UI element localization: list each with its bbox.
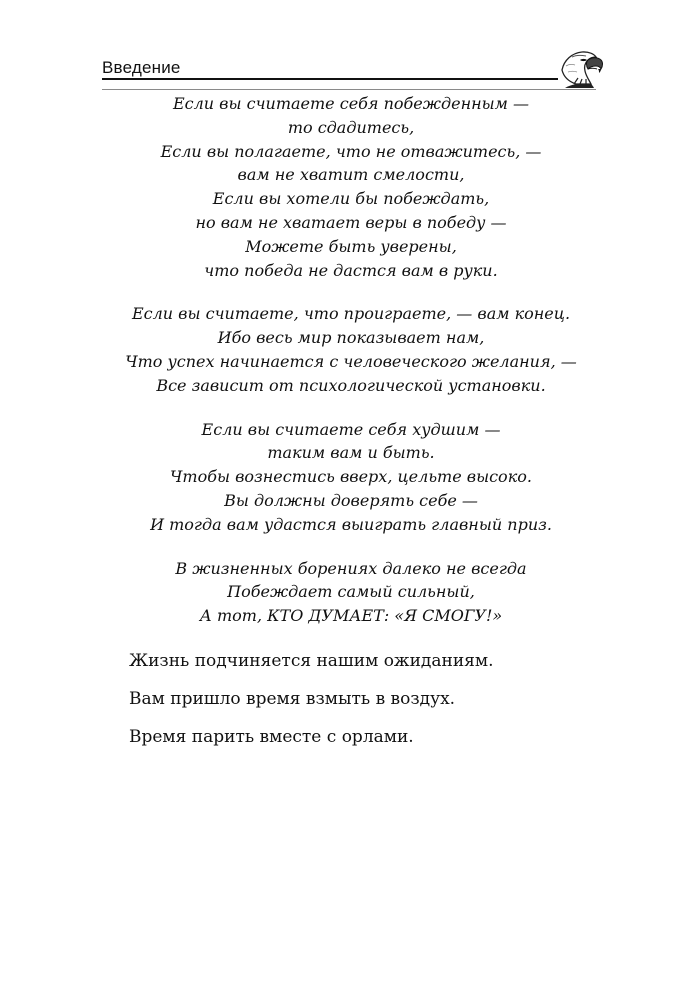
section-title: Введение [102, 58, 181, 77]
poem-line: В жизненных борениях далеко не всегда [175, 558, 527, 578]
poem-line: Если вы считаете, что проиграете, — вам конец. [131, 304, 571, 324]
poem-line: И тогда вам удастся выиграть главный приз. [150, 514, 552, 534]
poem-line: Если вы считаете себя худшим — [201, 419, 501, 439]
poem-line: но вам не хватает веры в победу — [195, 212, 507, 232]
poem-stanza-2 [102, 302, 600, 397]
poem-line: А тот, КТО ДУМАЕТ: «Я СМОГУ!» [199, 606, 503, 626]
closing-line: Вам пришло время взмыть в воздух. [129, 689, 456, 709]
poem-line: вам не хватит смелости, [237, 165, 465, 185]
closing-line: Жизнь подчиняется нашим ожиданиям. [129, 651, 494, 671]
closing-line: Время парить вместе с орлами. [129, 727, 414, 747]
header-rule-thick [102, 78, 558, 80]
poem-stanza-3 [102, 418, 600, 537]
poem-line: Если вы считаете себя побежденным — [172, 94, 530, 113]
closing-paragraphs [129, 650, 599, 764]
poem-line: таким вам и быть. [267, 443, 435, 463]
poem-stanza-4 [102, 557, 600, 628]
poem-line: Побеждает самый сильный, [227, 582, 475, 602]
poem-stanza-1 [102, 92, 600, 282]
poem-line: Вы должны доверять себе — [224, 490, 478, 510]
poem-line: Ибо весь мир показывает нам, [217, 328, 485, 348]
header-rule-thin [102, 89, 596, 90]
poem-line: Если вы полагаете, что не отважитесь, — [160, 141, 542, 161]
eagle-head-icon [558, 48, 604, 88]
poem [102, 92, 600, 648]
poem-line: Можете быть уверены, [245, 236, 457, 256]
poem-line: что победа не дастся вам в руки. [204, 260, 498, 280]
poem-line: то сдадитесь, [287, 117, 415, 137]
poem-line: Что успех начинается с человеческого желания, — [125, 351, 577, 371]
poem-line: Чтобы вознестись вверх, цельте высоко. [170, 467, 532, 487]
poem-line: Все зависит от психологической установки. [156, 375, 546, 395]
poem-line: Если вы хотели бы побеждать, [212, 189, 490, 209]
